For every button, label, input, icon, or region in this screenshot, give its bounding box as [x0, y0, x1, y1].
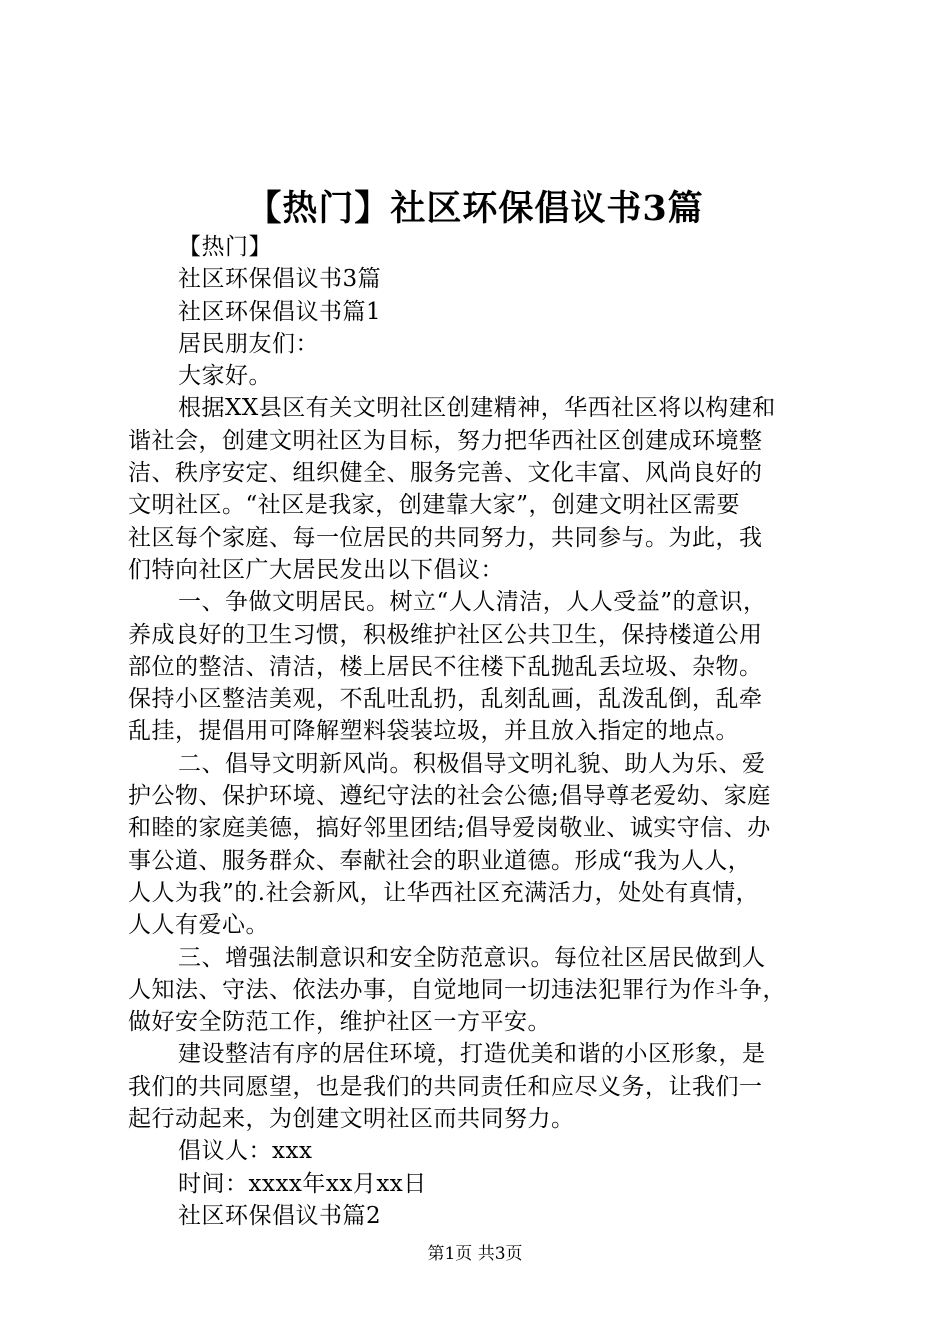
text-line: 根据XX县区有关文明社区创建精神，华西社区将以构建和: [178, 395, 776, 422]
text-line: 一、争做文明居民。树立“人人清洁，人人受益”的意识，: [178, 589, 767, 616]
text-line: 乱挂，提倡用可降解塑料袋装垃圾，并且放入指定的地点。: [128, 718, 739, 745]
text-line: 时间：xxxx年xx月xx日: [178, 1170, 427, 1197]
text-line: 谐社会，创建文明社区为目标，努力把华西社区创建成环境整: [128, 427, 763, 454]
text-line: 保持小区整洁美观，不乱吐乱扔，乱刻乱画，乱泼乱倒，乱牵: [128, 686, 763, 713]
text-line: 人人为我”的.社会新风，让华西社区充满活力，处处有真情，: [128, 879, 760, 906]
text-line: 洁、秩序安定、组织健全、服务完善、文化丰富、风尚良好的: [128, 460, 763, 487]
text-line: 护公物、保护环境、遵纪守法的社会公德;倡导尊老爱幼、家庭: [128, 783, 771, 810]
text-line: 倡议人：xxx: [178, 1138, 313, 1165]
text-line: 人人有爱心。: [128, 912, 269, 939]
text-line: 社区环保倡议书篇2: [178, 1202, 382, 1229]
page-footer: 第1页 共3页: [427, 1244, 523, 1264]
text-line: 事公道、服务群众、奉献社会的职业道德。形成“我为人人，: [128, 847, 752, 874]
text-line: 二、倡导文明新风尚。积极倡导文明礼貌、助人为乐、爱: [178, 750, 766, 777]
text-line: 起行动起来，为创建文明社区而共同努力。: [128, 1106, 575, 1133]
text-line: 做好安全防范工作，维护社区一方平安。: [128, 1009, 551, 1036]
text-line: 建设整洁有序的居住环境，打造优美和谐的小区形象，是: [178, 1041, 766, 1068]
text-line: 三、增强法制意识和安全防范意识。每位社区居民做到人: [178, 944, 766, 971]
text-line: 社区环保倡议书篇1: [178, 298, 382, 325]
text-line: 大家好。: [178, 363, 272, 390]
text-line: 人知法、守法、依法办事，自觉地同一切违法犯罪行为作斗争，: [128, 976, 786, 1003]
text-line: 社区每个家庭、每一位居民的共同努力，共同参与。为此，我: [128, 524, 763, 551]
text-line: 养成良好的卫生习惯，积极维护社区公共卫生，保持楼道公用: [128, 621, 763, 648]
text-line: 我们的共同愿望，也是我们的共同责任和应尽义务，让我们一: [128, 1073, 763, 1100]
text-line: 居民朋友们：: [178, 330, 319, 357]
text-line: 社区环保倡议书3篇: [178, 266, 382, 293]
text-line: 【热门】: [178, 234, 272, 260]
text-line: 们特向社区广大居民发出以下倡议：: [128, 556, 504, 583]
text-line: 文明社区。“社区是我家，创建靠大家”，创建文明社区需要: [128, 492, 741, 519]
text-line: 和睦的家庭美德，搞好邻里团结;倡导爱岗敬业、诚实守信、办: [128, 815, 771, 842]
text-line: 部位的整洁、清洁，楼上居民不往楼下乱抛乱丢垃圾、杂物。: [128, 653, 763, 680]
page-title: 【热门】社区环保倡议书3篇: [246, 188, 704, 229]
document-body: [128, 231, 838, 1232]
